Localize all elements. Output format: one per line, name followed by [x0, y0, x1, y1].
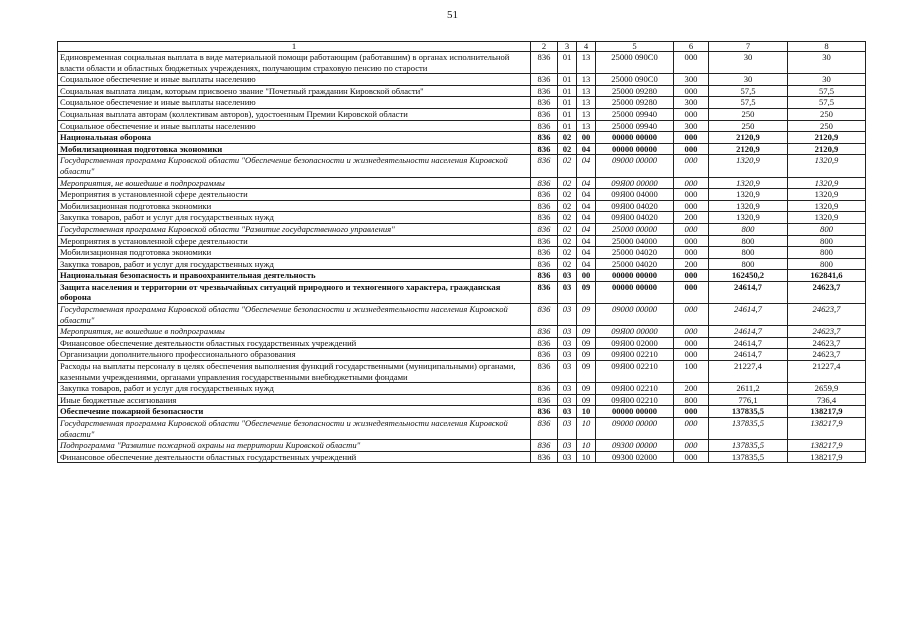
expense-type-cell: 000: [674, 326, 709, 338]
target-article-cell: 09Я00 02210: [596, 361, 674, 383]
admin-code-cell: 836: [531, 326, 558, 338]
amount-year2-cell: 24623,7: [788, 326, 866, 338]
column-number: 4: [577, 42, 596, 52]
amount-year1-cell: 250: [709, 108, 788, 120]
amount-year2-cell: 2120,9: [788, 132, 866, 144]
table-row: [58, 132, 866, 144]
amount-year2-cell: 57,5: [788, 85, 866, 97]
subsection-code-cell: 04: [577, 235, 596, 247]
column-number-header-row: [58, 42, 866, 52]
section-code-cell: 01: [558, 120, 577, 132]
subsection-code-cell: 00: [577, 270, 596, 282]
subsection-code-cell: 04: [577, 143, 596, 155]
admin-code-cell: 836: [531, 337, 558, 349]
amount-year1-cell: 1320,9: [709, 200, 788, 212]
table-row: [58, 281, 866, 303]
expense-type-cell: 200: [674, 212, 709, 224]
admin-code-cell: 836: [531, 235, 558, 247]
expense-type-cell: 300: [674, 74, 709, 86]
row-name-cell: Государственная программа Кировской области "Обеспечение безопасности и жизнедеятельности населения Кировской области": [58, 418, 531, 440]
row-name-cell: Социальная выплата лицам, которым присвоено звание "Почетный гражданин Кировской области": [58, 85, 531, 97]
subsection-code-cell: 13: [577, 74, 596, 86]
subsection-code-cell: 04: [577, 177, 596, 189]
admin-code-cell: 836: [531, 247, 558, 259]
row-name-cell: Мобилизационная подготовка экономики: [58, 200, 531, 212]
expense-type-cell: 000: [674, 304, 709, 326]
admin-code-cell: 836: [531, 406, 558, 418]
expense-type-cell: 000: [674, 349, 709, 361]
target-article-cell: 09Я00 04000: [596, 189, 674, 201]
target-article-cell: 00000 00000: [596, 270, 674, 282]
admin-code-cell: 836: [531, 177, 558, 189]
admin-code-cell: 836: [531, 258, 558, 270]
admin-code-cell: 836: [531, 155, 558, 177]
section-code-cell: 02: [558, 247, 577, 259]
target-article-cell: 25000 09280: [596, 97, 674, 109]
amount-year2-cell: 800: [788, 223, 866, 235]
section-code-cell: 03: [558, 383, 577, 395]
admin-code-cell: 836: [531, 270, 558, 282]
row-name-cell: Социальное обеспечение и иные выплаты населению: [58, 97, 531, 109]
amount-year2-cell: 138217,9: [788, 406, 866, 418]
target-article-cell: 25000 09280: [596, 85, 674, 97]
table-row: [58, 337, 866, 349]
expense-type-cell: 300: [674, 120, 709, 132]
section-code-cell: 01: [558, 108, 577, 120]
subsection-code-cell: 04: [577, 223, 596, 235]
section-code-cell: 02: [558, 212, 577, 224]
amount-year1-cell: 1320,9: [709, 155, 788, 177]
amount-year1-cell: 24614,7: [709, 281, 788, 303]
expense-type-cell: 000: [674, 177, 709, 189]
amount-year2-cell: 138217,9: [788, 418, 866, 440]
expense-type-cell: 000: [674, 247, 709, 259]
subsection-code-cell: 10: [577, 451, 596, 463]
column-number: 3: [558, 42, 577, 52]
amount-year1-cell: 137835,5: [709, 451, 788, 463]
table-row: [58, 326, 866, 338]
table-row: [58, 235, 866, 247]
admin-code-cell: 836: [531, 383, 558, 395]
subsection-code-cell: 09: [577, 281, 596, 303]
amount-year1-cell: 2120,9: [709, 132, 788, 144]
admin-code-cell: 836: [531, 349, 558, 361]
amount-year1-cell: 137835,5: [709, 418, 788, 440]
amount-year1-cell: 800: [709, 258, 788, 270]
admin-code-cell: 836: [531, 304, 558, 326]
expense-type-cell: 000: [674, 143, 709, 155]
table-row: [58, 155, 866, 177]
target-article-cell: 25000 00000: [596, 223, 674, 235]
expense-type-cell: 000: [674, 85, 709, 97]
expense-type-cell: 000: [674, 223, 709, 235]
column-number: 2: [531, 42, 558, 52]
section-code-cell: 03: [558, 394, 577, 406]
target-article-cell: 09300 00000: [596, 440, 674, 452]
section-code-cell: 03: [558, 406, 577, 418]
column-number: 5: [596, 42, 674, 52]
table-row: [58, 212, 866, 224]
amount-year2-cell: 800: [788, 247, 866, 259]
target-article-cell: 00000 00000: [596, 132, 674, 144]
section-code-cell: 01: [558, 74, 577, 86]
amount-year1-cell: 137835,5: [709, 440, 788, 452]
admin-code-cell: 836: [531, 440, 558, 452]
target-article-cell: 25000 09940: [596, 120, 674, 132]
row-name-cell: Мероприятия в установленной сфере деятельности: [58, 189, 531, 201]
amount-year1-cell: 21227,4: [709, 361, 788, 383]
amount-year2-cell: 162841,6: [788, 270, 866, 282]
amount-year1-cell: 57,5: [709, 85, 788, 97]
row-name-cell: Мобилизационная подготовка экономики: [58, 143, 531, 155]
row-name-cell: Мероприятия, не вошедшие в подпрограммы: [58, 177, 531, 189]
amount-year2-cell: 2659,9: [788, 383, 866, 395]
admin-code-cell: 836: [531, 108, 558, 120]
table-row: [58, 223, 866, 235]
table-row: [58, 247, 866, 259]
amount-year1-cell: 24614,7: [709, 337, 788, 349]
expense-type-cell: 000: [674, 189, 709, 201]
row-name-cell: Расходы на выплаты персоналу в целях обеспечения выполнения функций государственными (муниципальными) органами, казенными учреждениями, органами управления государственными внебюджетными фондами: [58, 361, 531, 383]
amount-year1-cell: 800: [709, 223, 788, 235]
admin-code-cell: 836: [531, 189, 558, 201]
row-name-cell: Финансовое обеспечение деятельности областных государственных учреждений: [58, 451, 531, 463]
target-article-cell: 25000 090С0: [596, 52, 674, 74]
section-code-cell: 01: [558, 97, 577, 109]
subsection-code-cell: 09: [577, 326, 596, 338]
amount-year1-cell: 24614,7: [709, 349, 788, 361]
expense-type-cell: 200: [674, 258, 709, 270]
admin-code-cell: 836: [531, 200, 558, 212]
table-row: [58, 270, 866, 282]
row-name-cell: Закупка товаров, работ и услуг для государственных нужд: [58, 383, 531, 395]
amount-year2-cell: 138217,9: [788, 440, 866, 452]
subsection-code-cell: 13: [577, 97, 596, 109]
amount-year2-cell: 30: [788, 74, 866, 86]
table-row: [58, 304, 866, 326]
amount-year2-cell: 57,5: [788, 97, 866, 109]
admin-code-cell: 836: [531, 212, 558, 224]
amount-year1-cell: 162450,2: [709, 270, 788, 282]
column-number: 8: [788, 42, 866, 52]
amount-year2-cell: 24623,7: [788, 304, 866, 326]
subsection-code-cell: 10: [577, 418, 596, 440]
admin-code-cell: 836: [531, 52, 558, 74]
amount-year1-cell: 1320,9: [709, 189, 788, 201]
subsection-code-cell: 13: [577, 85, 596, 97]
target-article-cell: 09Я00 02210: [596, 349, 674, 361]
expense-type-cell: 000: [674, 155, 709, 177]
amount-year1-cell: 30: [709, 74, 788, 86]
table-row: [58, 52, 866, 74]
row-name-cell: Подпрограмма "Развитие пожарной охраны на территории Кировской области": [58, 440, 531, 452]
target-article-cell: 09Я00 00000: [596, 177, 674, 189]
table-row: [58, 143, 866, 155]
row-name-cell: Мероприятия, не вошедшие в подпрограммы: [58, 326, 531, 338]
table-row: [58, 440, 866, 452]
admin-code-cell: 836: [531, 451, 558, 463]
expense-type-cell: 000: [674, 132, 709, 144]
amount-year2-cell: 24623,7: [788, 281, 866, 303]
section-code-cell: 03: [558, 337, 577, 349]
section-code-cell: 02: [558, 155, 577, 177]
section-code-cell: 03: [558, 361, 577, 383]
amount-year2-cell: 1320,9: [788, 155, 866, 177]
table-row: [58, 74, 866, 86]
amount-year1-cell: 800: [709, 235, 788, 247]
table-row: [58, 258, 866, 270]
row-name-cell: Закупка товаров, работ и услуг для государственных нужд: [58, 258, 531, 270]
section-code-cell: 03: [558, 270, 577, 282]
table-row: [58, 97, 866, 109]
section-code-cell: 02: [558, 223, 577, 235]
target-article-cell: 00000 00000: [596, 143, 674, 155]
section-code-cell: 03: [558, 349, 577, 361]
section-code-cell: 01: [558, 52, 577, 74]
amount-year2-cell: 250: [788, 108, 866, 120]
section-code-cell: 03: [558, 304, 577, 326]
amount-year2-cell: 21227,4: [788, 361, 866, 383]
amount-year1-cell: 24614,7: [709, 326, 788, 338]
amount-year2-cell: 1320,9: [788, 177, 866, 189]
subsection-code-cell: 04: [577, 258, 596, 270]
expense-type-cell: 000: [674, 281, 709, 303]
row-name-cell: Социальное обеспечение и иные выплаты населению: [58, 74, 531, 86]
amount-year2-cell: 250: [788, 120, 866, 132]
expense-type-cell: 200: [674, 383, 709, 395]
target-article-cell: 09Я00 02210: [596, 394, 674, 406]
row-name-cell: Национальная безопасность и правоохранительная деятельность: [58, 270, 531, 282]
amount-year1-cell: 776,1: [709, 394, 788, 406]
admin-code-cell: 836: [531, 132, 558, 144]
expense-type-cell: 100: [674, 361, 709, 383]
amount-year2-cell: 24623,7: [788, 349, 866, 361]
expense-type-cell: 000: [674, 451, 709, 463]
target-article-cell: 00000 00000: [596, 406, 674, 418]
admin-code-cell: 836: [531, 85, 558, 97]
table-row: [58, 394, 866, 406]
expense-type-cell: 000: [674, 440, 709, 452]
row-name-cell: Мероприятия в установленной сфере деятельности: [58, 235, 531, 247]
target-article-cell: 25000 09940: [596, 108, 674, 120]
expense-type-cell: 300: [674, 97, 709, 109]
row-name-cell: Финансовое обеспечение деятельности областных государственных учреждений: [58, 337, 531, 349]
admin-code-cell: 836: [531, 74, 558, 86]
section-code-cell: 03: [558, 281, 577, 303]
amount-year2-cell: 138217,9: [788, 451, 866, 463]
target-article-cell: 09300 02000: [596, 451, 674, 463]
row-name-cell: Социальная выплата авторам (коллективам авторов), удостоенным Премии Кировской области: [58, 108, 531, 120]
target-article-cell: 09Я00 04020: [596, 212, 674, 224]
expense-type-cell: 000: [674, 108, 709, 120]
amount-year1-cell: 1320,9: [709, 177, 788, 189]
section-code-cell: 03: [558, 418, 577, 440]
target-article-cell: 09000 00000: [596, 418, 674, 440]
row-name-cell: Иные бюджетные ассигнования: [58, 394, 531, 406]
table-row: [58, 177, 866, 189]
expense-type-cell: 000: [674, 418, 709, 440]
target-article-cell: 09000 00000: [596, 304, 674, 326]
row-name-cell: Организации дополнительного профессионального образования: [58, 349, 531, 361]
section-code-cell: 01: [558, 85, 577, 97]
amount-year1-cell: 1320,9: [709, 212, 788, 224]
amount-year2-cell: 2120,9: [788, 143, 866, 155]
column-number: 1: [58, 42, 531, 52]
table-row: [58, 361, 866, 383]
target-article-cell: 25000 090С0: [596, 74, 674, 86]
amount-year1-cell: 800: [709, 247, 788, 259]
row-name-cell: Государственная программа Кировской области "Развитие государственного управления": [58, 223, 531, 235]
subsection-code-cell: 09: [577, 304, 596, 326]
table-row: [58, 120, 866, 132]
admin-code-cell: 836: [531, 223, 558, 235]
section-code-cell: 03: [558, 326, 577, 338]
table-row: [58, 189, 866, 201]
amount-year2-cell: 30: [788, 52, 866, 74]
target-article-cell: 25000 04000: [596, 235, 674, 247]
target-article-cell: 25000 04020: [596, 258, 674, 270]
row-name-cell: Национальная оборона: [58, 132, 531, 144]
subsection-code-cell: 13: [577, 120, 596, 132]
table-row: [58, 451, 866, 463]
admin-code-cell: 836: [531, 281, 558, 303]
row-name-cell: Государственная программа Кировской области "Обеспечение безопасности и жизнедеятельности населения Кировской области": [58, 155, 531, 177]
section-code-cell: 03: [558, 440, 577, 452]
subsection-code-cell: 04: [577, 200, 596, 212]
subsection-code-cell: 04: [577, 212, 596, 224]
table-row: [58, 418, 866, 440]
section-code-cell: 02: [558, 132, 577, 144]
section-code-cell: 02: [558, 177, 577, 189]
amount-year2-cell: 800: [788, 258, 866, 270]
amount-year1-cell: 2611,2: [709, 383, 788, 395]
amount-year1-cell: 24614,7: [709, 304, 788, 326]
target-article-cell: 09Я00 04020: [596, 200, 674, 212]
subsection-code-cell: 10: [577, 440, 596, 452]
section-code-cell: 02: [558, 258, 577, 270]
table-row: [58, 383, 866, 395]
column-number: 6: [674, 42, 709, 52]
amount-year2-cell: 800: [788, 235, 866, 247]
row-name-cell: Государственная программа Кировской области "Обеспечение безопасности и жизнедеятельности населения Кировской области": [58, 304, 531, 326]
subsection-code-cell: 13: [577, 52, 596, 74]
budget-table: [57, 41, 866, 463]
amount-year1-cell: 2120,9: [709, 143, 788, 155]
admin-code-cell: 836: [531, 418, 558, 440]
subsection-code-cell: 09: [577, 337, 596, 349]
target-article-cell: 25000 04020: [596, 247, 674, 259]
subsection-code-cell: 13: [577, 108, 596, 120]
target-article-cell: 09Я00 00000: [596, 326, 674, 338]
admin-code-cell: 836: [531, 120, 558, 132]
expense-type-cell: 000: [674, 270, 709, 282]
expense-type-cell: 000: [674, 52, 709, 74]
admin-code-cell: 836: [531, 143, 558, 155]
row-name-cell: Социальное обеспечение и иные выплаты населению: [58, 120, 531, 132]
subsection-code-cell: 09: [577, 394, 596, 406]
amount-year1-cell: 30: [709, 52, 788, 74]
table-row: [58, 406, 866, 418]
expense-type-cell: 000: [674, 337, 709, 349]
target-article-cell: 00000 00000: [596, 281, 674, 303]
subsection-code-cell: 04: [577, 189, 596, 201]
column-number: 7: [709, 42, 788, 52]
target-article-cell: 09000 00000: [596, 155, 674, 177]
page-number: 51: [447, 9, 458, 21]
amount-year2-cell: 1320,9: [788, 212, 866, 224]
expense-type-cell: 000: [674, 406, 709, 418]
subsection-code-cell: 10: [577, 406, 596, 418]
table-row: [58, 349, 866, 361]
section-code-cell: 02: [558, 189, 577, 201]
subsection-code-cell: 09: [577, 349, 596, 361]
row-name-cell: Мобилизационная подготовка экономики: [58, 247, 531, 259]
subsection-code-cell: 04: [577, 247, 596, 259]
section-code-cell: 02: [558, 235, 577, 247]
amount-year2-cell: 1320,9: [788, 189, 866, 201]
row-name-cell: Закупка товаров, работ и услуг для государственных нужд: [58, 212, 531, 224]
amount-year2-cell: 736,4: [788, 394, 866, 406]
admin-code-cell: 836: [531, 97, 558, 109]
subsection-code-cell: 09: [577, 361, 596, 383]
target-article-cell: 09Я00 02210: [596, 383, 674, 395]
table-row: [58, 108, 866, 120]
row-name-cell: Единовременная социальная выплата в виде материальной помощи работающим (работавшим) в органах исполнительной власти области и областных бюджетных учреждениях, получающим страховую пенсию по старости: [58, 52, 531, 74]
amount-year1-cell: 137835,5: [709, 406, 788, 418]
amount-year2-cell: 24623,7: [788, 337, 866, 349]
admin-code-cell: 836: [531, 394, 558, 406]
section-code-cell: 02: [558, 200, 577, 212]
table-row: [58, 85, 866, 97]
expense-type-cell: 800: [674, 394, 709, 406]
row-name-cell: Защита населения и территории от чрезвычайных ситуаций природного и техногенного характера, гражданская оборона: [58, 281, 531, 303]
subsection-code-cell: 00: [577, 132, 596, 144]
admin-code-cell: 836: [531, 361, 558, 383]
expense-type-cell: 000: [674, 235, 709, 247]
row-name-cell: Обеспечение пожарной безопасности: [58, 406, 531, 418]
section-code-cell: 02: [558, 143, 577, 155]
amount-year1-cell: 57,5: [709, 97, 788, 109]
amount-year2-cell: 1320,9: [788, 200, 866, 212]
section-code-cell: 03: [558, 451, 577, 463]
subsection-code-cell: 04: [577, 155, 596, 177]
subsection-code-cell: 09: [577, 383, 596, 395]
table-row: [58, 200, 866, 212]
amount-year1-cell: 250: [709, 120, 788, 132]
target-article-cell: 09Я00 02000: [596, 337, 674, 349]
expense-type-cell: 000: [674, 200, 709, 212]
